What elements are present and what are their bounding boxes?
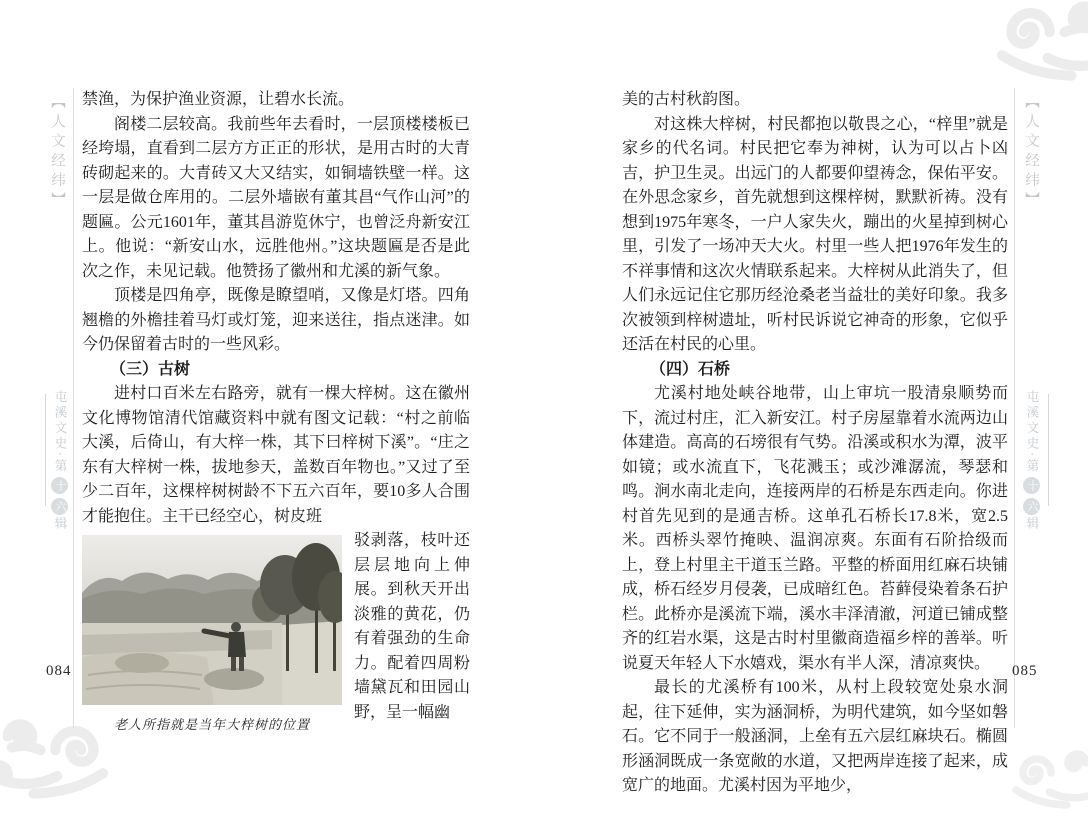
right-column-label: 【人文经纬】 [1023, 94, 1039, 211]
right-series-rule [1048, 394, 1049, 506]
right-page-text-block [622, 88, 1008, 799]
series-text-1: 屯溪文史·第 [53, 390, 67, 475]
cloud-motif-bottom-right [1002, 742, 1088, 817]
series-text-2: 辑 [53, 516, 67, 533]
series-circled-ten: 十 [51, 477, 68, 494]
section-heading-gushu: （三）古树 [110, 360, 191, 378]
series-text-2: 辑 [1025, 516, 1039, 533]
paragraph: 最长的尤溪桥有100米，从村上段较宽处泉水洞起，往下延伸，实为涵洞桥，为明代建筑，如今坚如磐石。它不同于一般涵洞，上垒有五六层红麻块石。椭圆形涵洞既成一条宽敞的水道，又把两岸连接了起来，成宽广的地面。尤溪村因为平地少， [622, 679, 1008, 794]
paragraph: 尤溪村地处峡谷地带，山上审坑一股清泉顺势而下，流过村庄，汇入新安江。村子房屋靠着水流两边山体建造。高高的石塝很有气势。沿溪或积水为潭，波平如镜；或水流直下，飞花溅玉；或沙滩潺流，琴瑟和鸣。涧水南北走向，连接两岸的石桥是东西走向。你进村首先见到的是通吉桥。这单孔石桥长17.8米，宽2.5米。西桥头翠竹掩映、温润凉爽。东面有石阶拾级而上，登上村里主干道玉兰路。平整的桥面用红麻石块铺成，桥石经岁月侵袭，已成暗红色。苔藓侵染着条石护栏。此桥亦是溪流下端，溪水丰泽清澈，河道已铺成整齐的红岩水渠，这是古时村里徽商造福乡梓的善举。听说夏天年轻人下水嬉戏，渠水有半人深，清凉爽快。 [622, 385, 1008, 672]
photo-old-man-pointing [82, 535, 342, 705]
left-page-text-block [82, 88, 470, 738]
paragraph: 对这株大梓树，村民都抱以敬畏之心，“梓里”就是家乡的代名词。村民把它奉为神树，认为可以占卜凶吉，护卫生灵。出远门的人都要仰望祷念，保佑平安。在外思念家乡，首先就想到这棵梓树，默默祈祷。没有想到1975年寒冬，一户人家失火，蹦出的火星掉到树心里，引发了一场冲天大火。村里一些人把1976年发生的不祥事情和这次火情联系起来。大梓树从此消失了，但人们永远记住它那历经沧桑老当益壮的美好印象。我多次被领到梓树遗址，听村民诉说它神奇的形象，它似乎还活在村民的心里。 [622, 115, 1008, 353]
paragraph-continuation: 禁渔，为保护渔业资源，让碧水长流。 [82, 91, 355, 108]
paragraph: 顶楼是四角亭，既像是瞭望哨，又像是灯塔。四角翘檐的外檐挂着马灯或灯笼，迎来送往，指点迷津。如今仍保留着古时的一些风彩。 [82, 287, 470, 353]
left-margin-rule [73, 88, 74, 728]
left-series-label [51, 390, 69, 532]
paragraph-wrapped: 驳剥落，枝叶还层层地向上伸展。到秋天开出淡雅的黄花，仍有着强劲的生命力。配着四周粉墙黛瓦和田园山野，呈一幅幽 [354, 532, 470, 721]
photo-and-wrap-text [82, 529, 470, 738]
left-series-rule [45, 394, 46, 506]
paragraph: 阁楼二层较高。我前些年去看时，一层顶楼楼板已经垮塌，直看到二层方方正正的形状，是用古时的大青砖砌起来的。大青砖又大又结实，如铜墙铁壁一样。这一层是做仓库用的。二层外墙嵌有董其昌“气作山河”的题匾。公元1601年，董其昌游览休宁，也曾泛舟新安江上。他说：“新安山水，远胜他州。”这块题匾是否是此次之作，未见记载。他赞扬了徽州和尤溪的新气象。 [82, 115, 470, 280]
right-margin-rule [1014, 88, 1015, 728]
series-text-1: 屯溪文史·第 [1025, 390, 1039, 475]
series-circled-ten: 十 [1023, 477, 1040, 494]
paragraph-continuation: 美的古村秋韵图。 [622, 91, 751, 108]
series-circled-six: 六 [1023, 498, 1040, 515]
paragraph: 进村口百米左右路旁，就有一棵大梓树。这在徽州文化博物馆清代馆藏资料中就有图文记载：“村之前临大溪，后倚山，有大梓一株，其下曰梓树下溪”。“庄之东有大梓树一株，拔地参天，盖数百年物也。”又过了至少二百年，这棵梓树树龄不下五六百年，要10多人合围才能抱住。主干已经空心，树皮班 [82, 385, 470, 525]
section-heading-shiqiao: （四）石桥 [650, 360, 731, 378]
page-number-right: 085 [1012, 663, 1038, 679]
cloud-motif-top-right [983, 0, 1088, 92]
photo-figure [82, 529, 342, 738]
left-column-label: 【人文经纬】 [49, 94, 65, 211]
page-number-left: 084 [46, 663, 72, 679]
series-circled-six: 六 [51, 498, 68, 515]
photo-caption: 老人所指就是当年大梓树的位置 [113, 717, 310, 732]
right-series-label [1023, 390, 1041, 532]
